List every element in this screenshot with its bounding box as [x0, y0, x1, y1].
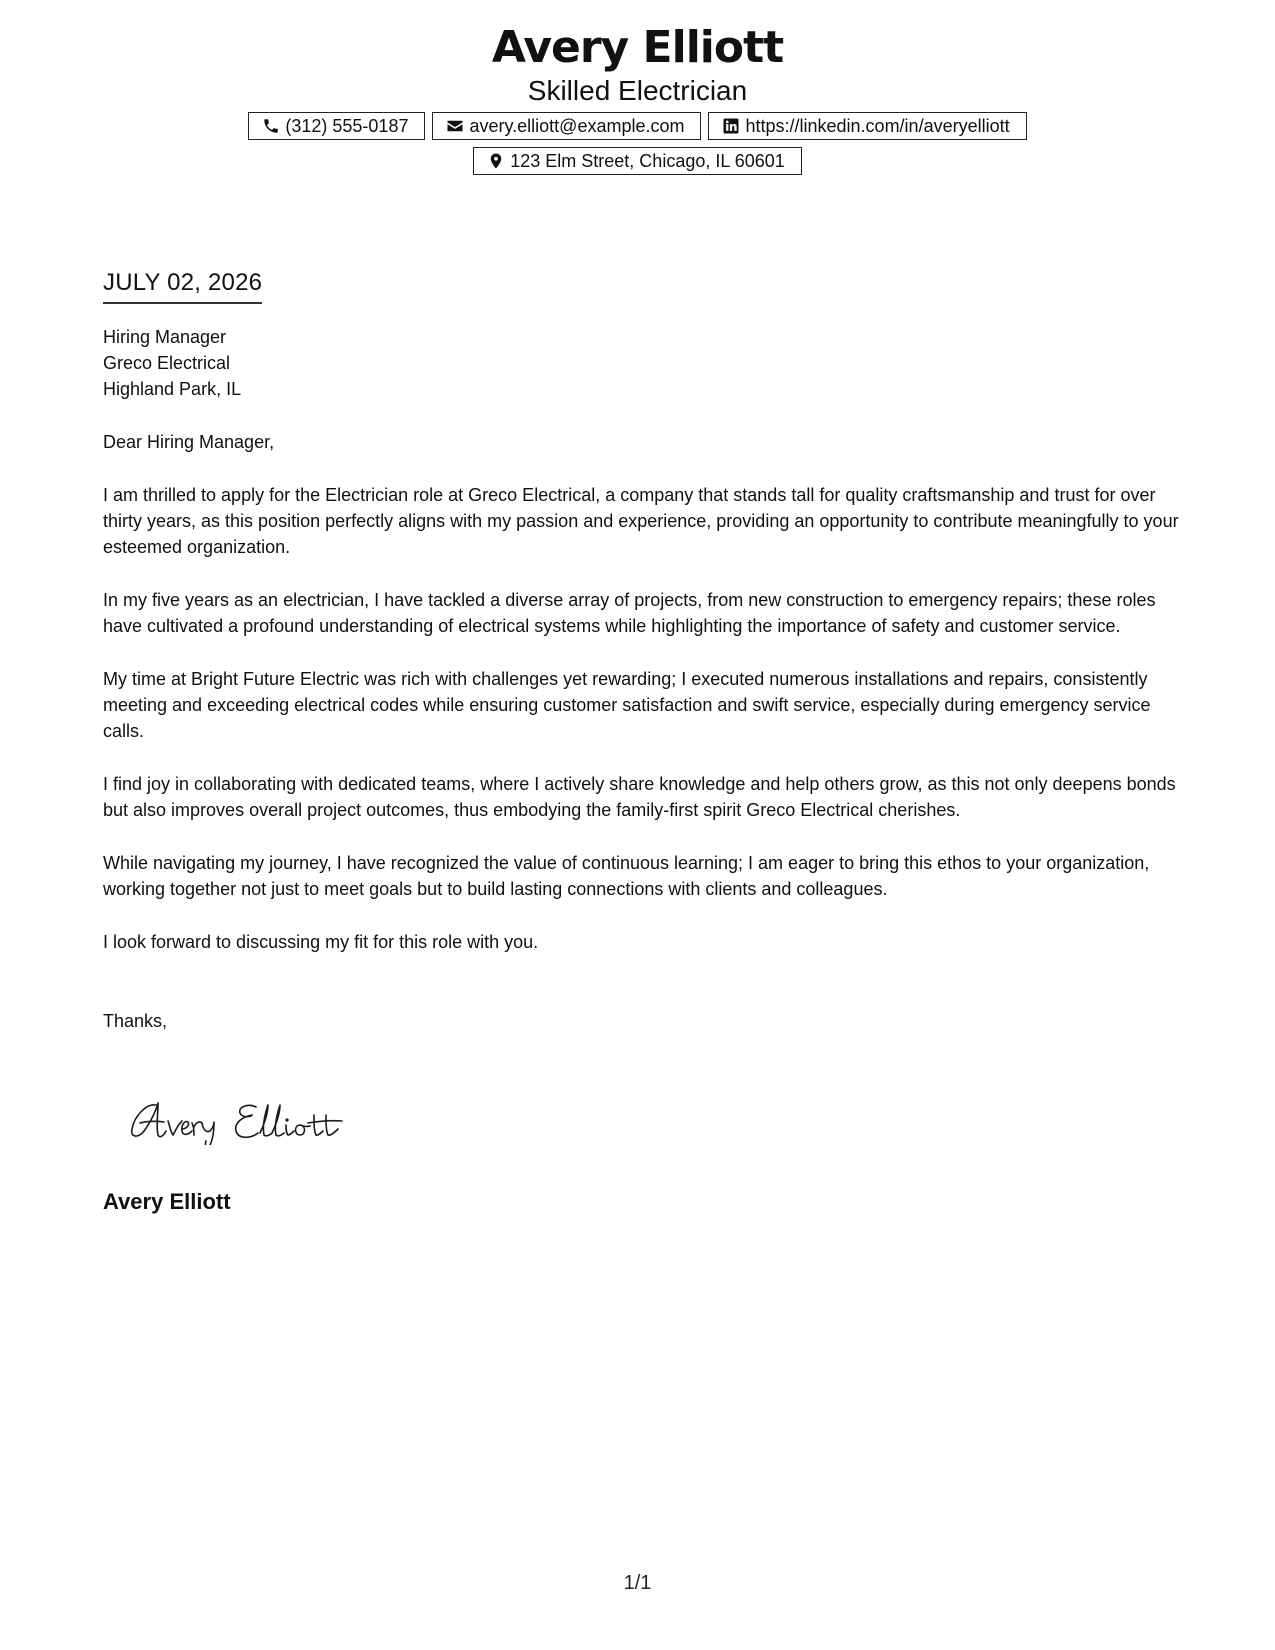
email-contact	[432, 112, 701, 140]
body-paragraph: My time at Bright Future Electric was rich with challenges yet rewarding; I executed numerous installations and repairs, consistently meeting and exceeding electrical codes while ensuring customer satisfaction and swift service, especially during emergency service calls.	[103, 669, 1151, 741]
salutation: Dear Hiring Manager,	[103, 432, 275, 452]
recipient-company: Greco Electrical	[103, 353, 231, 373]
address-text: 123 Elm Street, Chicago, IL 60601	[510, 150, 785, 171]
page-number: 1/1	[623, 1572, 652, 1594]
phone-icon	[262, 117, 280, 135]
contact-row	[0, 112, 1275, 140]
body-paragraph: While navigating my journey, I have recognized the value of continuous learning; I am eager to bring this ethos to your organization, working together not just to meet goals but to build lasting connections with clients and colleagues.	[103, 853, 1150, 899]
letter-header	[0, 22, 1275, 175]
letter-body	[103, 268, 1183, 1034]
address-contact	[473, 147, 802, 175]
body-paragraph: I am thrilled to apply for the Electrician role at Greco Electrical, a company that stands tall for quality craftsmanship and trust for over thirty years, as this position perfectly aligns with my passion and experience, providing an opportunity to contribute meaningfully to your esteemed organization.	[103, 485, 1179, 557]
map-pin-icon	[487, 152, 505, 170]
applicant-name: Avery Elliott	[491, 22, 784, 73]
closing-line: Thanks,	[103, 1011, 168, 1031]
linkedin-text: https://linkedin.com/in/averyelliott	[745, 115, 1010, 136]
email-text: avery.elliott@example.com	[469, 115, 685, 136]
signer-name: Avery Elliott	[103, 1189, 231, 1214]
recipient-line: Hiring Manager	[103, 327, 227, 347]
linkedin-contact	[708, 112, 1026, 140]
applicant-title: Skilled Electrician	[527, 75, 748, 106]
envelope-icon	[446, 117, 464, 135]
handwritten-signature	[128, 1095, 348, 1145]
contact-row-address	[0, 147, 1275, 175]
recipient-location: Highland Park, IL	[103, 379, 242, 399]
recipient-block	[103, 324, 1183, 402]
phone-contact	[248, 112, 425, 140]
body-paragraph: I look forward to discussing my fit for this role with you.	[103, 932, 539, 952]
linkedin-icon	[722, 117, 740, 135]
body-paragraph: I find joy in collaborating with dedicated teams, where I actively share knowledge and help others grow, as this not only deepens bonds but also improves overall project outcomes, thus embodying the family-first spirit Greco Electrical cherishes.	[103, 774, 1176, 820]
phone-text: (312) 555-0187	[285, 115, 409, 136]
body-paragraph: In my five years as an electrician, I have tackled a diverse array of projects, from new construction to emergency repairs; these roles have cultivated a profound understanding of electrical systems while highlighting the importance of safety and customer service.	[103, 590, 1156, 636]
letter-date: JULY 02, 2026	[103, 268, 262, 304]
